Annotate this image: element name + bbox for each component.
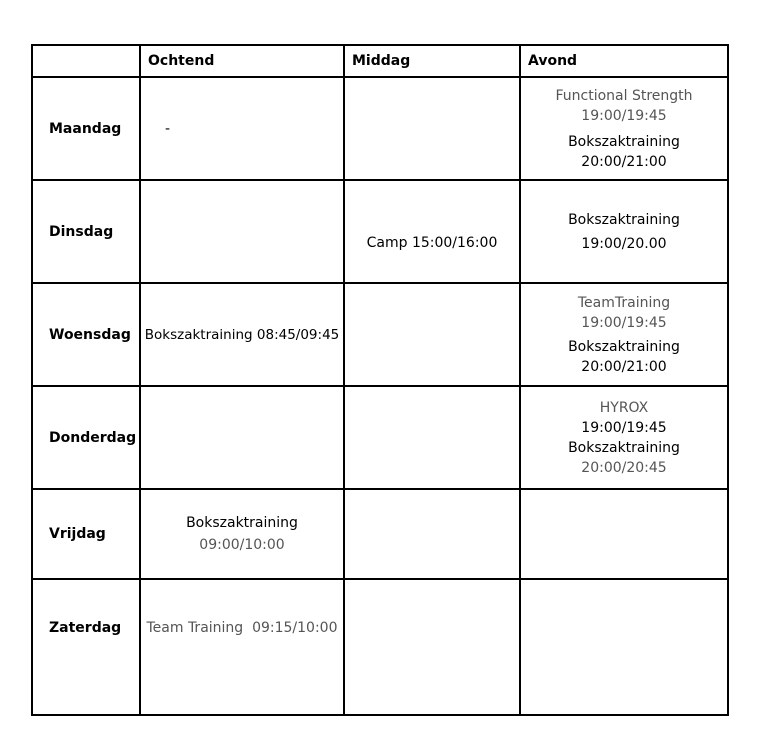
- session-title: Bokszaktraining: [568, 439, 680, 456]
- session-time: 19:00/20.00: [581, 235, 667, 252]
- saturday-morning: Team Training 09:15/10:00: [140, 579, 344, 715]
- header-afternoon: Middag: [344, 45, 520, 77]
- tuesday-morning: [140, 180, 344, 283]
- session-title: Bokszaktraining: [186, 515, 298, 531]
- day-tuesday: Dinsdag: [32, 180, 140, 283]
- schedule-table: [31, 44, 729, 716]
- header-blank: [32, 45, 140, 77]
- monday-evening: [520, 77, 728, 180]
- row-saturday: [32, 579, 728, 715]
- header-row: [32, 45, 728, 77]
- tuesday-afternoon-text: Camp 15:00/16:00: [366, 234, 498, 251]
- friday-evening: [520, 489, 728, 579]
- friday-morning: [140, 489, 344, 579]
- wednesday-afternoon: [344, 283, 520, 386]
- session-time: 19:00/19:45: [581, 419, 667, 436]
- session-title: Functional Strength: [555, 87, 693, 104]
- saturday-evening: [520, 579, 728, 715]
- saturday-afternoon: [344, 579, 520, 715]
- monday-morning-text: -: [165, 120, 171, 137]
- day-saturday: Zaterdag: [32, 579, 140, 715]
- day-thursday: Donderdag: [32, 386, 140, 489]
- row-monday: [32, 77, 728, 180]
- session-title: Bokszaktraining: [568, 338, 680, 355]
- session-time: 20:00/21:00: [581, 358, 667, 375]
- row-wednesday: [32, 283, 728, 386]
- day-monday: Maandag: [32, 77, 140, 180]
- wednesday-morning: Bokszaktraining 08:45/09:45: [140, 283, 344, 386]
- thursday-morning: [140, 386, 344, 489]
- monday-afternoon: [344, 77, 520, 180]
- session-title: Bokszaktraining: [568, 211, 680, 228]
- day-friday: Vrijdag: [32, 489, 140, 579]
- session-time: 20:00/20:45: [581, 459, 667, 476]
- session-time: 19:00/19:45: [581, 107, 667, 124]
- session-title: TeamTraining: [577, 294, 671, 311]
- row-thursday: [32, 386, 728, 489]
- tuesday-evening: [520, 180, 728, 283]
- tuesday-afternoon: [344, 180, 520, 283]
- wednesday-evening: [520, 283, 728, 386]
- session-title: HYROX: [599, 399, 649, 416]
- session-title: Bokszaktraining: [568, 133, 680, 150]
- row-tuesday: [32, 180, 728, 283]
- session-time: 20:00/21:00: [581, 153, 667, 170]
- thursday-afternoon: [344, 386, 520, 489]
- session-time: 19:00/19:45: [581, 314, 667, 331]
- session-time: 09:00/10:00: [199, 537, 285, 553]
- thursday-evening: [520, 386, 728, 489]
- friday-afternoon: [344, 489, 520, 579]
- day-wednesday: Woensdag: [32, 283, 140, 386]
- row-friday: [32, 489, 728, 579]
- monday-morning: [140, 77, 344, 180]
- header-morning: Ochtend: [140, 45, 344, 77]
- header-evening: Avond: [520, 45, 728, 77]
